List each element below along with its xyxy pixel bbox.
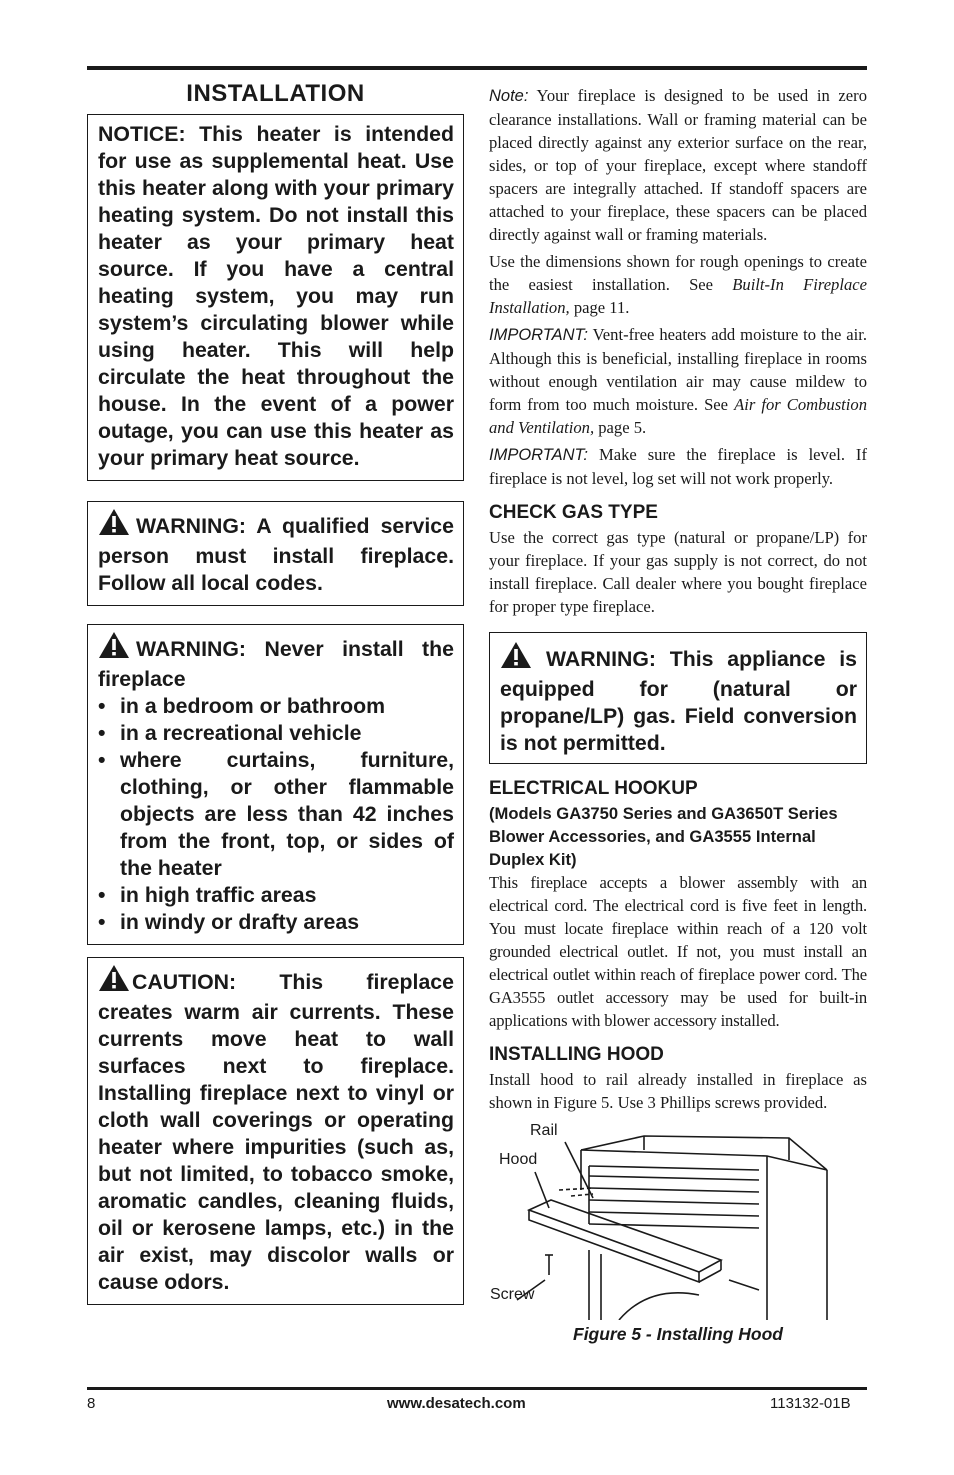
hood-installation-diagram: [489, 1120, 867, 1320]
note-lead: Note:: [489, 87, 529, 105]
warning-icon: [98, 508, 130, 543]
figure-5: [489, 1120, 867, 1320]
electrical-heading: ELECTRICAL HOOKUP: [489, 778, 698, 799]
page-number: 8: [87, 1395, 96, 1412]
list-item: • in high traffic areas: [98, 882, 454, 909]
caution-text: CAUTION: This fireplace creates warm air currents. These currents move heat to wall surfaces next to fireplace. Installing fireplace next to vinyl or cloth wall coverings or operating heater where impurities (such as, but not limited, to tobacco smoke, aromatic candles, cleaning fluids, oil or kerosene lamps, etc.) in the air exist, may discolor walls or cause odors.: [98, 970, 454, 1294]
warning-locations-box: [87, 624, 464, 945]
list-item: • in a recreational vehicle: [98, 720, 454, 747]
notice-box: [87, 114, 464, 481]
bottom-rule: [87, 1387, 867, 1390]
website-link[interactable]: www.desatech.com: [387, 1395, 526, 1412]
location-list: [98, 693, 454, 936]
document-number: 113132-01B: [770, 1395, 851, 1412]
important-lead: IMPORTANT:: [489, 446, 588, 464]
screw-label: Screw: [490, 1286, 535, 1303]
electrical-paragraph: This fireplace accepts a blower assembly with an electrical cord. The electrical cord is five feet in length. You must locate fireplace within reach of a 120 volt grounded electrical outlet. If not, you must install an electrical outlet within reach of fireplace power cord. The GA3555 outlet accessory may be used for built-in applications with blower accessory installed.: [489, 873, 867, 1030]
figure-caption: Figure 5 - Installing Hood: [573, 1324, 783, 1344]
list-item: • in windy or drafty areas: [98, 909, 454, 936]
check-gas-paragraph: Use the correct gas type (natural or propane/LP) for your fireplace. If your gas supply is not correct, do not install fireplace. Call dealer where you bought fireplace for proper type fireplace.: [489, 528, 867, 616]
right-column: [489, 84, 867, 1345]
list-item: • in a bedroom or bathroom: [98, 693, 454, 720]
cross-reference: Air for Combustion and Ventilation,: [489, 395, 867, 437]
notice-text: NOTICE: This heater is intended for use as supplemental heat. Use this heater along with your primary heating system. Do not install this heater as your primary heat source. If you have a central heating system, you may run system’s circulating blower while using heater. This will help circulate the heat throughout the house. In the event of a power outage, you can use this heater as your primary heat source.: [98, 122, 454, 470]
section-title: INSTALLATION: [186, 80, 365, 107]
list-item: • where curtains, furniture, clothing, or other flammable objects are less than 42 inches from the front, top, or sides of the heater: [98, 747, 454, 882]
warning-icon: [98, 631, 130, 666]
important-level-paragraph: IMPORTANT: Make sure the fireplace is level. If fireplace is not level, log set will not work properly.: [489, 445, 867, 488]
important-lead: IMPORTANT:: [489, 326, 588, 344]
cross-reference: Built-In Fireplace Installation,: [489, 275, 867, 317]
warning-locations-intro: WARNING: Never install the fireplace: [98, 637, 454, 691]
warning-installer-text: WARNING: A qualified service person must install fireplace. Follow all local codes.: [98, 514, 454, 595]
warning-icon: [500, 641, 532, 676]
left-column: [87, 80, 464, 1305]
gas-warning-box: [489, 632, 867, 764]
dimensions-paragraph: Use the dimensions shown for rough openings to create the easiest installation. See Built-In Fireplace Installation, page 11.: [489, 252, 867, 317]
hood-label: Hood: [499, 1151, 538, 1168]
top-rule: [87, 66, 867, 70]
important-moisture-paragraph: IMPORTANT: Vent-free heaters add moisture to the air. Although this is beneficial, installing fireplace in rooms without enough ventilation air may cause mildew to form from too much moisture. See Air for Combustion and Ventilation, page 5.: [489, 325, 867, 437]
gas-warning-text: WARNING: This appliance is equipped for (natural or propane/LP) gas. Field conversion is not permitted.: [500, 647, 857, 755]
rail-label: Rail: [530, 1122, 558, 1139]
warning-icon: [98, 964, 130, 999]
caution-box: [87, 957, 464, 1305]
note-paragraph: Note: Your fireplace is designed to be used in zero clearance installations. Wall or framing material can be placed directly against any exterior surface on the rear, sides, or top of your fireplace, except where standoff spacers are integrally attached. If standoff spacers are attached to your fireplace, these spacers can be placed directly against wall or framing materials.: [489, 86, 867, 244]
hood-heading: INSTALLING HOOD: [489, 1044, 664, 1065]
hood-paragraph: Install hood to rail already installed in fireplace as shown in Figure 5. Use 3 Phillips screws provided.: [489, 1070, 867, 1112]
check-gas-heading: CHECK GAS TYPE: [489, 502, 658, 523]
electrical-subheading: (Models GA3750 Series and GA3650T Series Blower Accessories, and GA3555 Internal Duplex Kit): [489, 804, 838, 869]
warning-installer-box: [87, 501, 464, 606]
